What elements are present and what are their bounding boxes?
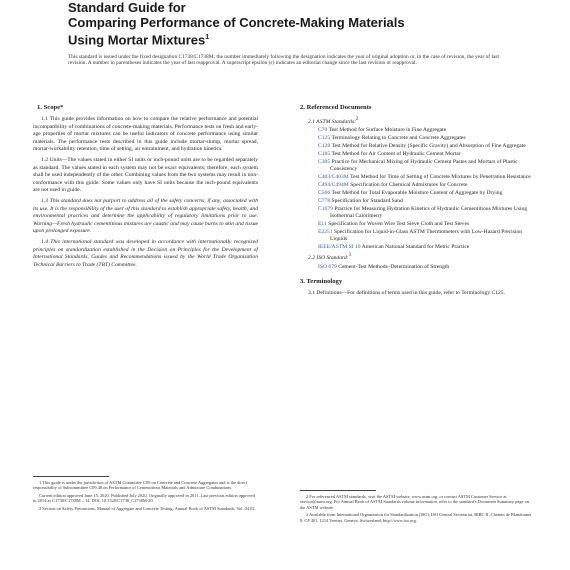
reference-title: American National Standard for Metric Practice: [361, 244, 470, 251]
reference-code-link[interactable]: C1679: [318, 205, 333, 212]
reference-code-link[interactable]: E11: [318, 221, 327, 228]
reference-title: Cement-Test Methods–Determination of Strength: [338, 263, 450, 270]
designation-notice: This standard is issued under the fixed designation C1738/C1738M; the number immediately following the designation indicates the year of original adoption or, in the case of revision, the year of last revision. A number in parentheses indicates the year of last reapproval. A superscript epsilon (ε) indicates an editorial change since the last revision or reapproval.: [68, 54, 499, 67]
scope-paragraph-1: 1.1 This guide provides information on how to compare the relative performance and potential incompatibility of combinations of concrete-making materials. Performance tests on fresh and early-age properties of mortar mixtures can be useful indicators of concrete performance using similar materials. The performance tests described in this guide include mortar-slump, mortar spread, mortar-workability retention, time of setting, air entrainment, and hydration kinetics.: [33, 116, 258, 153]
title-line-2: Comparing Performance of Concrete-Making Materials: [68, 15, 405, 30]
scope-paragraph-4: 1.4 This international standard was developed in accordance with internationally recognized principles on standardization established in the Decision on Principles for the Development of International Standards, Guides and Recommendations issued by the World Trade Organization Technical Barriers to Trade (TBT) Committee.: [33, 238, 258, 268]
reference-title: Specification for Liquid-in-Glass ASTM Thermometers with Low-Hazard Precision Liquids: [330, 229, 523, 243]
reference-title: Practice for Measuring Hydration Kinetics of Hydraulic Cementitious Mixtures Using Isothermal Calorimetry: [330, 205, 528, 220]
reference-title: Specification for Chemical Admixtures for Concrete: [350, 182, 468, 189]
reference-title: Practice for Mechanical Mixing of Hydraulic Cement Pastes and Mortars of Plastic Consistency: [330, 158, 518, 173]
iso-standard-subheading: 2.2 ISO Standard:$^3$: [308, 253, 351, 262]
reference-item: [308, 229, 533, 244]
title-block: [68, 0, 508, 47]
reference-item: [308, 190, 533, 197]
footnote: 2 Section on Safety Precautions, Manual of Aggregate and Concrete Testing, Annual Book of ASTM Standards, Vol. 04.02.: [39, 505, 256, 511]
reference-item: [308, 143, 533, 150]
reference-item: [308, 135, 533, 142]
reference-item: [308, 127, 533, 134]
reference-code-link[interactable]: C403/C403M: [318, 174, 349, 181]
reference-code-link[interactable]: E2251: [318, 229, 333, 236]
footnote: 2 For referenced ASTM standards, visit the ASTM website, www.astm.org, or contact ASTM Customer Service at service@astm.org. For Annual Book of ASTM Standards volume information, refer to the standard's Document Summary page on the ASTM website.: [300, 494, 529, 510]
footnote-divider-right: [300, 490, 376, 491]
reference-item: [308, 206, 533, 221]
reference-code-link[interactable]: C566: [318, 190, 331, 197]
footnote: 3 Available from International Organization for Standardization (ISO), ISO Central Secretariat, BIBC II, Chemin de Blandonnet 8, CP 401, 1214 Vernier, Geneva, Switzerland, http://www.iso.org.: [300, 512, 532, 523]
reference-item: [308, 174, 533, 181]
reference-code-link[interactable]: C778: [318, 197, 331, 204]
terminology-heading: 3. Terminology: [300, 277, 343, 285]
title-line-1: Standard Guide for: [68, 0, 186, 15]
title-line-3-text: Using Mortar Mixtures: [68, 32, 206, 48]
references-list: [300, 116, 533, 271]
footnotes-right: [300, 494, 533, 525]
astm-reference-items: [300, 127, 533, 252]
reference-title: Test Method for Relative Density (Specific Gravity) and Absorption of Fine Aggregate: [331, 143, 526, 150]
reference-title: Terminology Relating to Concrete and Concrete Aggregates: [331, 135, 466, 142]
reference-item: [308, 182, 533, 189]
footnote-divider-left: [33, 476, 109, 477]
reference-code-link[interactable]: C494/C494M: [318, 182, 349, 189]
reference-code-link[interactable]: C70: [318, 127, 328, 134]
reference-item: [308, 198, 533, 205]
scope-paragraph-3: 1.3 This standard does not purport to address all of the safety concerns, if any, associated with its use. It is the responsibility of the user of this standard to establish appropriate safety, health, and environmental practices and determine the applicability of regulatory limitations prior to use. Warning—Fresh hydraulic cementitious mixtures are caustic and may cause burns to skin and tissue upon prolonged exposure.: [33, 197, 258, 235]
title-footnote-mark: 1: [205, 34, 210, 41]
reference-code-link[interactable]: C305: [318, 158, 331, 165]
reference-item: [308, 221, 533, 228]
astm-standards-subheading: 2.1 ASTM Standards:$^2$: [308, 117, 359, 125]
reference-title: Test Method for Surface Moisture in Fine Aggregate: [328, 127, 447, 134]
reference-title: Test Method for Time of Setting of Concrete Mixtures by Penetration Resistance: [350, 174, 531, 181]
reference-code-link[interactable]: C128: [318, 143, 331, 150]
footnote: Current edition approved June 15, 2020. Published July 2020. Originally approved in 2011. Last previous edition approved in 2014 as C1738/C1738M – 14. DOI: 10.1520/C1738_C1738M-20.: [33, 492, 256, 504]
title-line-3: [68, 30, 508, 47]
footnotes-left: [33, 480, 258, 513]
footnote: 1 This guide is under the jurisdiction of ASTM Committee C09 on Concrete and Concrete Aggregates and is the direct responsibility of Subcommittee C09.48 on Performance of Cementitious Materials and Admixture Combinations.: [33, 480, 248, 491]
reference-title: Specification for Standard Sand: [331, 197, 403, 204]
reference-code-link[interactable]: IEEE/ASTM SI 10: [318, 244, 361, 251]
reference-title: Test Method for Air Content of Hydraulic Cement Mortar: [331, 150, 461, 157]
reference-item: [308, 264, 533, 271]
left-column: [33, 104, 258, 272]
reference-title: Test Method for Total Evaporable Moisture Content of Aggregate by Drying: [331, 190, 503, 197]
reference-code-link[interactable]: C185: [318, 150, 331, 157]
reference-item: [308, 151, 533, 158]
scope-paragraph-2: 1.2 Units—The values stated in either SI units or inch-pound units are to be regarded separately as standard. The values stated in each system may not be exact equivalents; therefore, each system shall be used independently of the other. Combining values from the two systems may result in non-conformance with this guide. Some values only have SI units because the inch-pound equivalents are not used in guide.: [33, 156, 258, 194]
scope-heading: 1. Scope*: [37, 104, 64, 111]
reference-code-link[interactable]: ISO 679: [318, 263, 337, 270]
reference-code-link[interactable]: C125: [318, 135, 331, 142]
reference-title: Specification for Woven Wire Test Sieve Cloth and Test Sieves: [328, 221, 470, 228]
reference-item: [308, 159, 533, 174]
reference-item: [308, 244, 533, 251]
iso-reference-items: [300, 264, 533, 271]
right-column: [300, 104, 533, 301]
references-heading: 2. Referenced Documents: [300, 104, 372, 111]
terminology-paragraph-1: 3.1 Definitions—For definitions of terms used in this guide, refer to Terminology C125.: [308, 289, 505, 296]
